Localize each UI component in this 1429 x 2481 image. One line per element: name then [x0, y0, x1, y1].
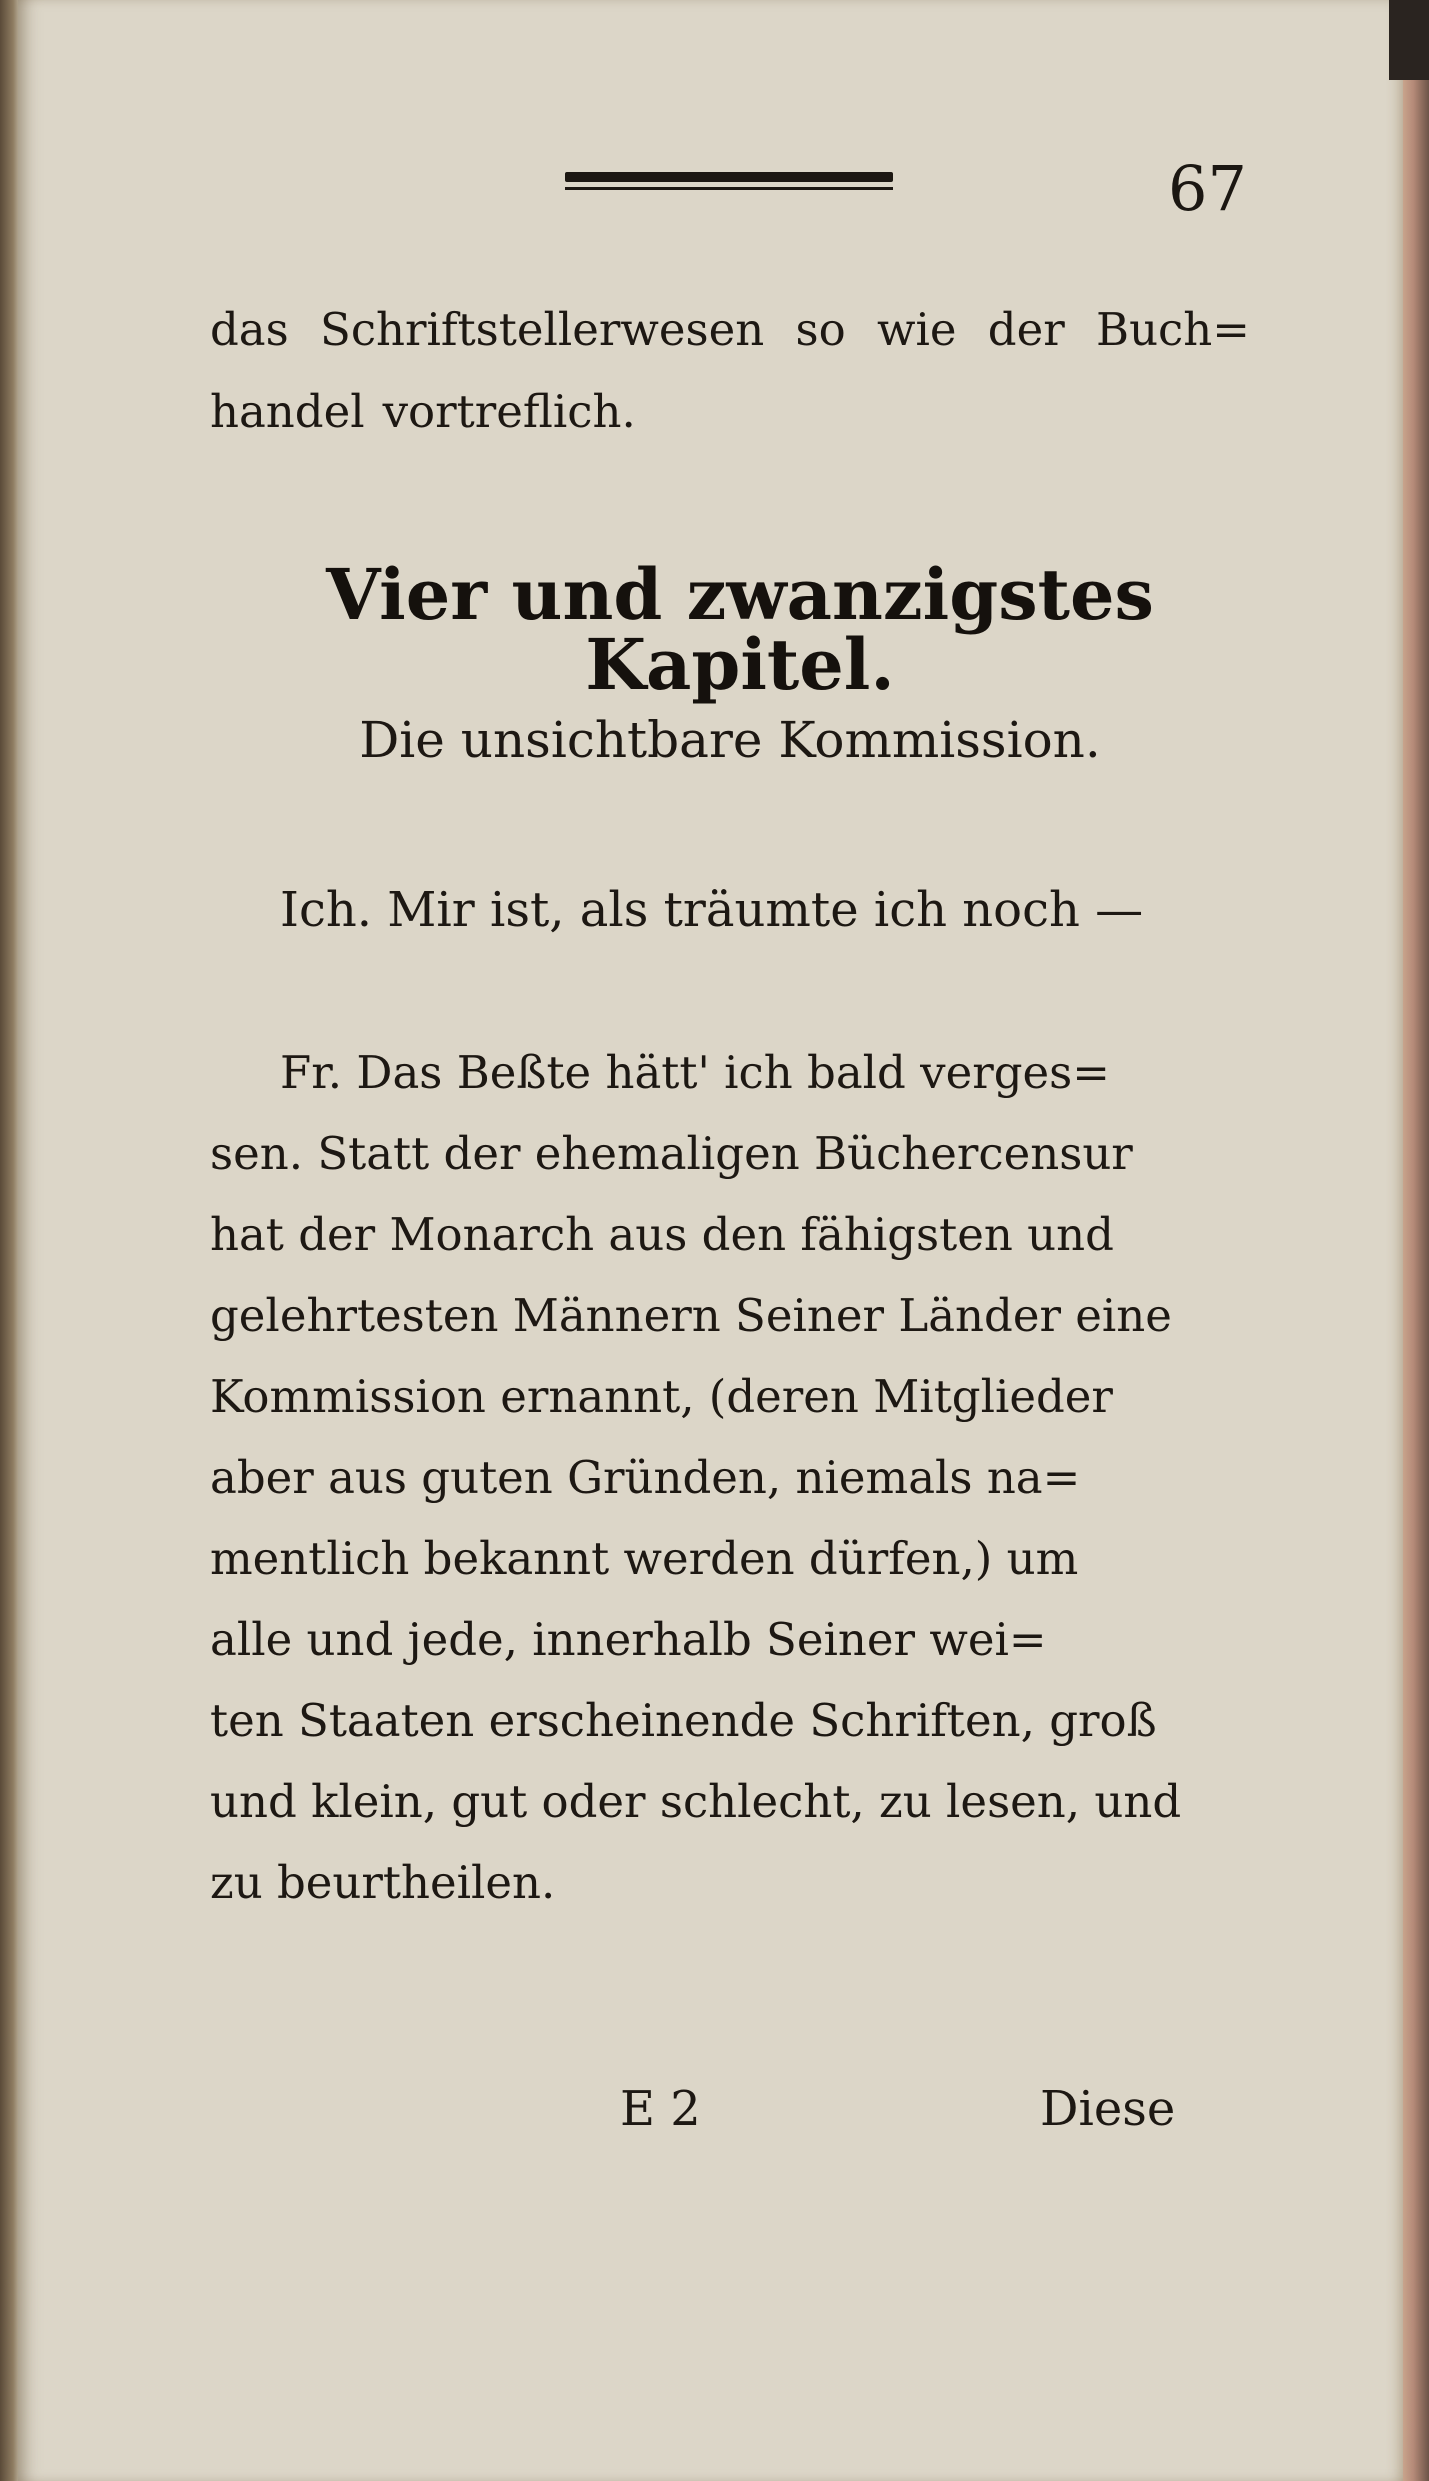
- signature-mark: E 2: [620, 2081, 701, 2137]
- chapter-subtitle: Die unsichtbare Kommission.: [359, 711, 1101, 769]
- speaker-line: [280, 870, 1250, 950]
- opening-line-1: [210, 290, 1250, 370]
- word: Buch=: [1096, 303, 1250, 356]
- paragraph-line-5: Kommission ernannt, (deren Mitglieder: [210, 1370, 1113, 1423]
- paragraph-line-11: zu beurtheilen.: [210, 1856, 556, 1909]
- word: so: [795, 303, 846, 356]
- paragraph-line-6: aber aus guten Gründen, niemals na=: [210, 1451, 1081, 1504]
- paragraph-line-7: mentlich bekannt werden dürfen,) um: [210, 1532, 1079, 1585]
- word: Schriftstellerwesen: [320, 303, 765, 356]
- page-number: 67: [1168, 152, 1247, 225]
- word: handel: [210, 385, 365, 438]
- catchword: Diese: [1040, 2081, 1176, 2137]
- paragraph-line-8: alle und jede, innerhalb Seiner wei=: [210, 1613, 1047, 1666]
- paragraph-line-3: hat der Monarch aus den fähigsten und: [210, 1208, 1114, 1261]
- speaker-text: Ich. Mir ist, als träumte ich noch —: [280, 882, 1144, 938]
- paragraph-line-4: gelehrtesten Männern Seiner Länder eine: [210, 1289, 1172, 1342]
- paragraph-line-9: ten Staaten erscheinende Schriften, groß: [210, 1694, 1157, 1747]
- header-rule-thick: [565, 172, 893, 182]
- word: der: [987, 303, 1065, 356]
- word: wie: [876, 303, 957, 356]
- word: das: [210, 303, 289, 356]
- cover-corner: [1389, 0, 1429, 80]
- paragraph-line-10: und klein, gut oder schlecht, zu lesen, und: [210, 1775, 1182, 1828]
- page-fore-edge: [1403, 0, 1429, 2481]
- header-rule-thin: [565, 187, 893, 190]
- paragraph-line-1: Fr. Das Beßte hätt' ich bald verges=: [280, 1046, 1110, 1099]
- paragraph-line-2: sen. Statt der ehemaligen Büchercensur: [210, 1127, 1133, 1180]
- chapter-title: Vier und zwanzigstes Kapitel.: [326, 553, 1154, 706]
- header-rule: [565, 172, 893, 192]
- opening-line-2: [210, 372, 1250, 452]
- word: vortreflich.: [382, 385, 636, 438]
